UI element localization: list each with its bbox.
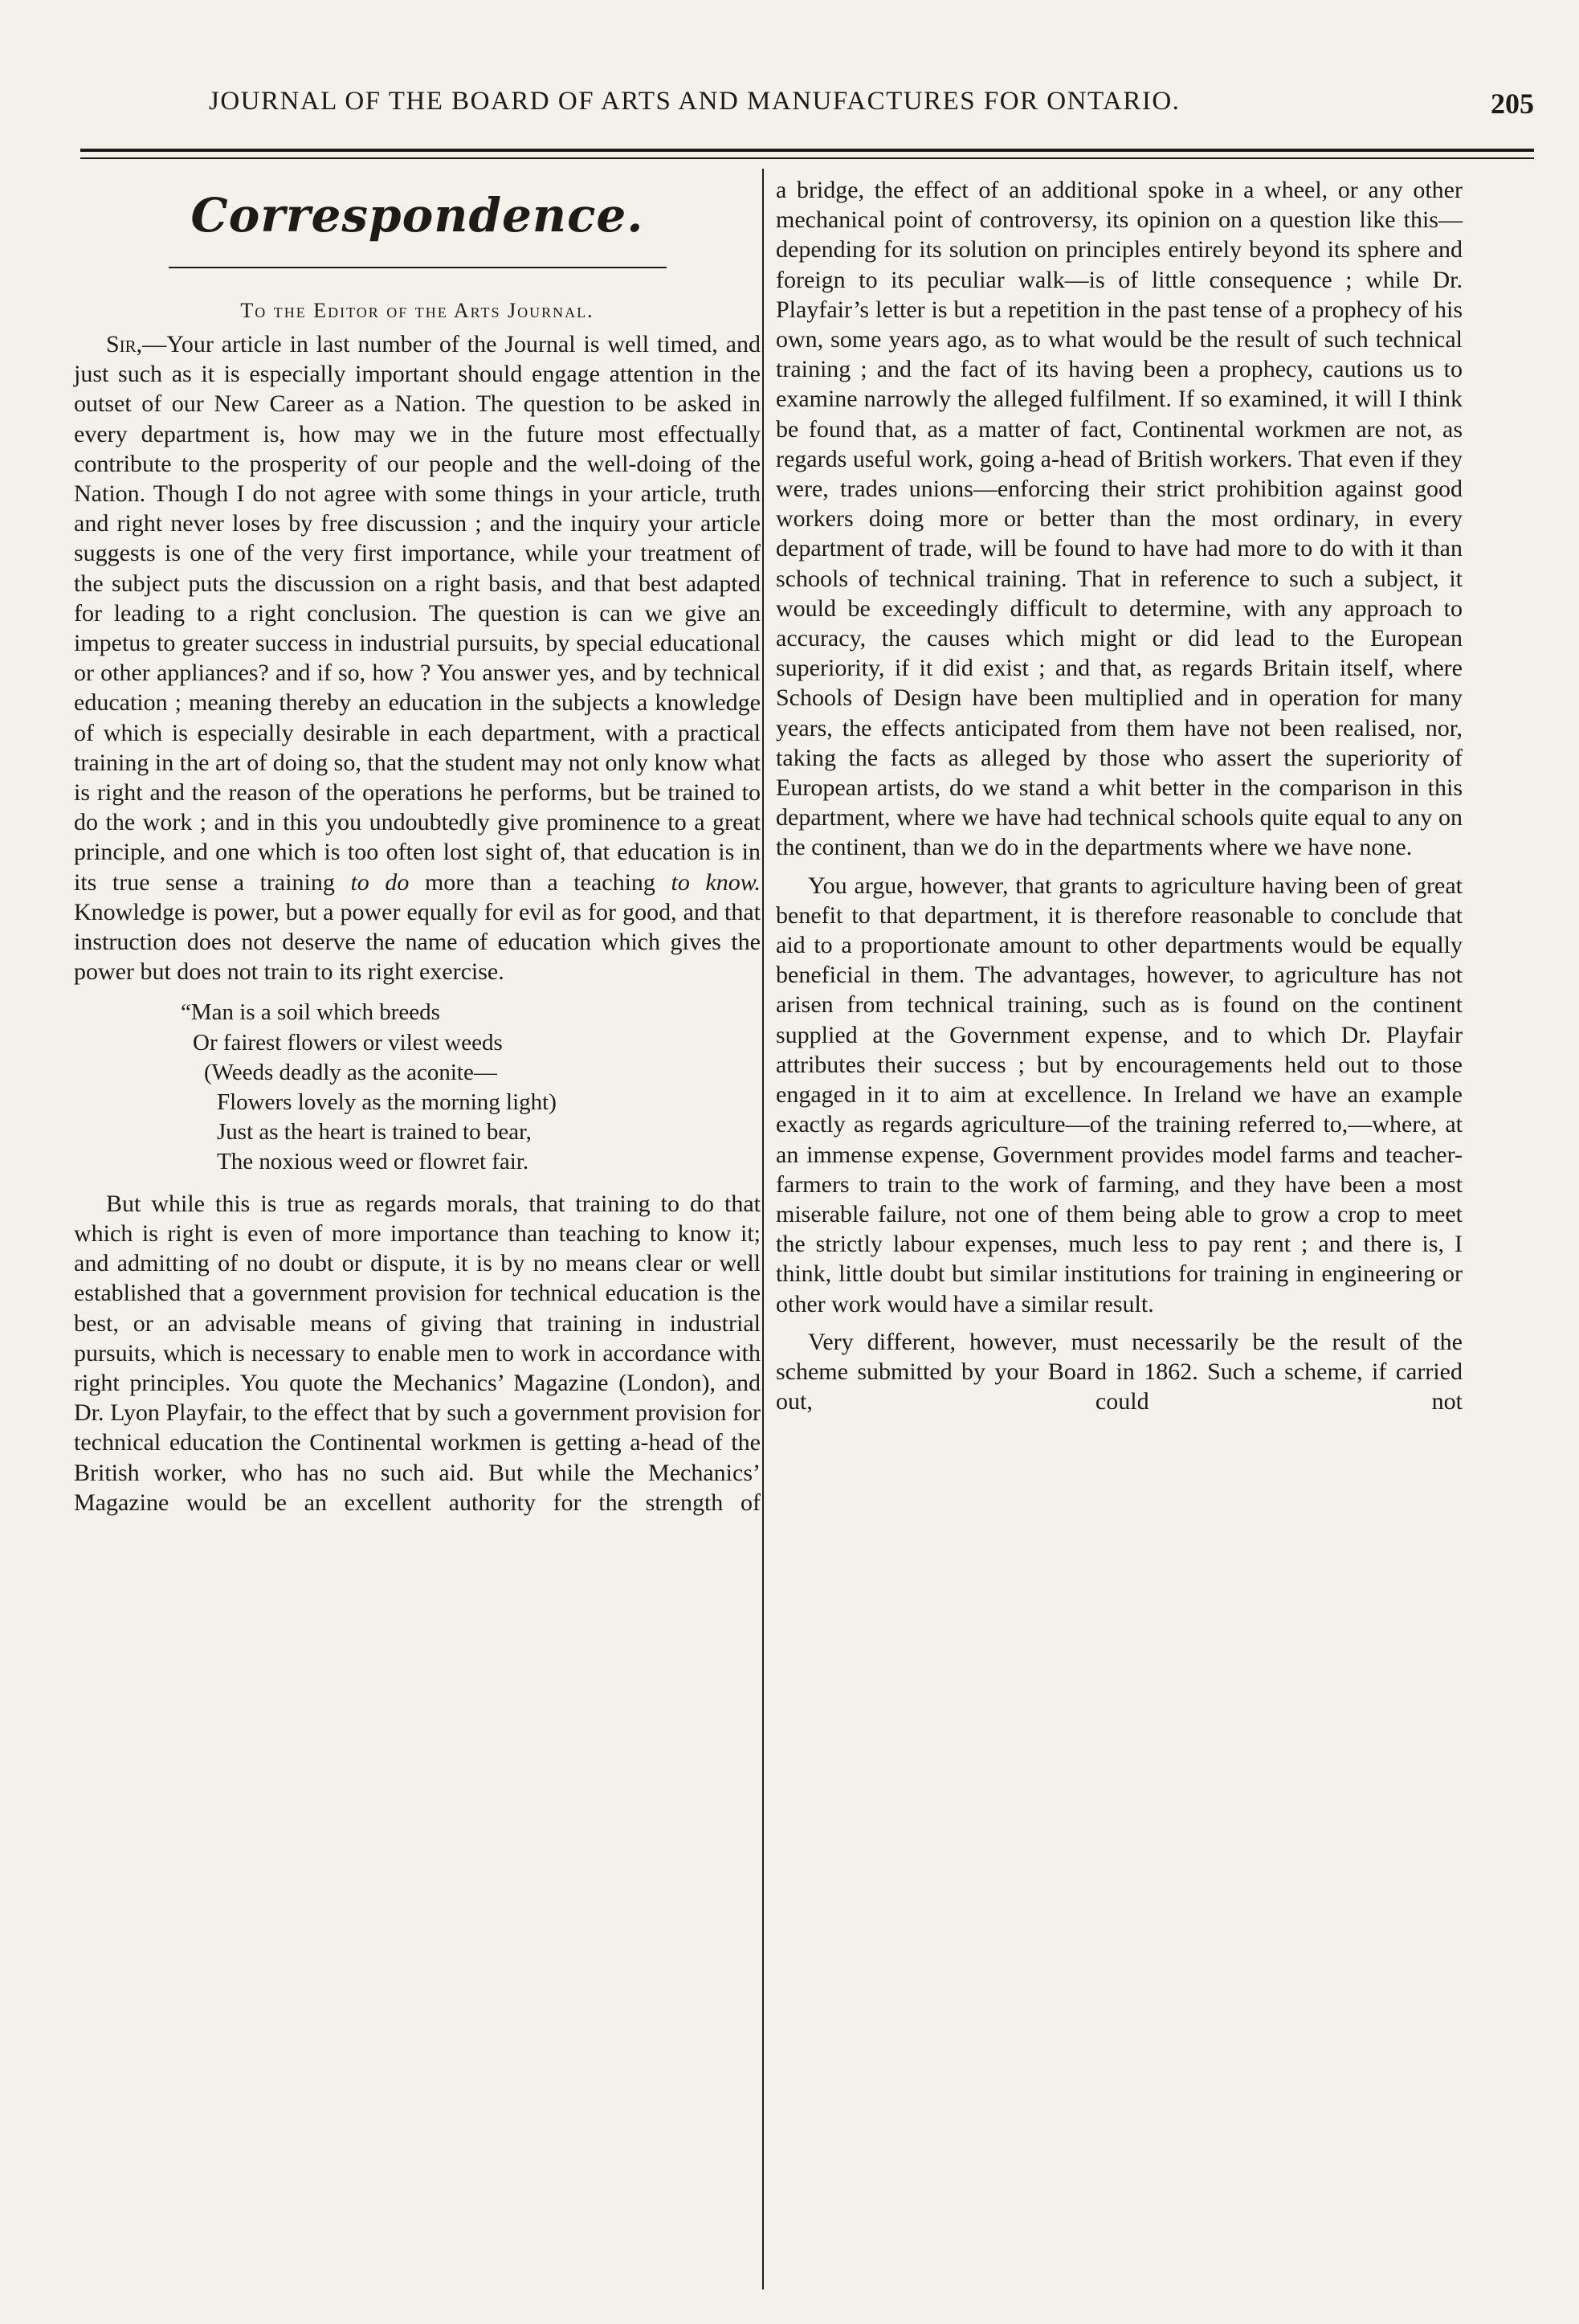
poem-line: The noxious weed or flowret fair.	[217, 1149, 529, 1175]
paragraph-2-continued: a bridge, the effect of an additional spoke in a wheel, or any other mechanical point of controversy, its opinion on a question like this—depending for its solution on principles entirely beyond its sphere and foreign to its peculiar walk—is of little consequence ; while Dr. Playfair’s letter is but a repetition in the past tense of a prophecy of his own, some years ago, as to what would be the result of such technical training ; and the fact of its having been a prophecy, cautions us to examine narrowly the alleged fulfilment. If so examined, it will I think be found that, as a matter of fact, Continental workmen are not, as regards useful work, going a-head of British workers. That even if they were, trades unions—enforcing their strict prohibition against good workers doing more or better than the most ordinary, in every department of trade, will be found to have had more to do with it than schools of technical training. That in reference to such a subject, it would be exceedingly difficult to determine, with any approach to accuracy, the causes which might or did lead to the European superiority, if it did exist ; and that, as regards Britain itself, where Schools of Design have been multiplied and in operation for many years, the effects anticipated from them have not been realised, nor, taking the facts as alleged by those who assert the superiority of European artists, do we stand a whit better in the comparison in this department, where we have had technical schools quite equal to any on the continent, than we do in the departments where we have none.	[776, 177, 1463, 861]
paragraph-1-text-b: more than a teaching	[424, 868, 655, 896]
header-rule-thick	[80, 149, 1534, 152]
paragraph-4: Very different, however, must necessarily be the result of the scheme submitted by your Board in 1862. Such a scheme, if carried out, could not	[776, 1328, 1463, 1415]
poem-line: (Weeds deadly as the aconite—	[204, 1059, 497, 1085]
poem-line: Or fairest flowers or vilest weeds	[193, 1029, 503, 1056]
paragraph-1-text-c: Knowledge is power, but a power equally for evil as for good, and that instruction does not deserve the name of education which gives the power but does not train to its right exercise.	[74, 898, 761, 986]
poem-line: “Man is a soil which breeds	[181, 999, 440, 1026]
paragraph-1	[74, 329, 761, 986]
letter-salutation: To the Editor of the Arts Journal.	[240, 299, 594, 322]
paragraph-1-text-a: —Your article in last number of the Journal is well timed, and just such as it is especially important should engage attention in the outset of our New Career as a Nation. The question to be asked in every department is, how may we in the future most effectually contribute to the prosperity of our people and the well-doing of the Nation. Though I do not agree with some things in your article, truth and right never loses by free discussion ; and the inquiry your article suggests is one of the very first importance, while your treatment of the subject puts the discussion on a right basis, and that best adapted for leading to a right conclusion. The question is can we give an impetus to greater success in industrial pursuits, by special educational or other appliances? and if so, how ? You answer yes, and by technical education ; meaning thereby an education in the subjects a knowledge of which is especially desirable in each department, with a practical training in the art of doing so, that the student may not only know what is right and the reason of the operations he performs, but be trained to do the work ; and in this you undoubtedly give prominence to a great principle, and one which is too often lost sight of, that education is in its true sense a training	[74, 331, 761, 896]
journal-title: JOURNAL OF THE BOARD OF ARTS AND MANUFACTURES FOR ONTARIO.	[209, 87, 1181, 116]
left-column	[74, 175, 761, 1517]
letter-sir: Sir,	[106, 331, 143, 357]
paragraph-1-emphasis-b: to know.	[671, 868, 761, 896]
paragraph-1-emphasis-a: to do	[350, 868, 410, 896]
poem-quote	[74, 998, 761, 1177]
column-divider	[762, 169, 764, 2289]
poem-line: Just as the heart is trained to bear,	[217, 1119, 532, 1146]
right-column	[776, 175, 1463, 1416]
poem-line: Flowers lovely as the morning light)	[217, 1089, 557, 1116]
page-number: 205	[1491, 88, 1534, 120]
header-rule-thin	[80, 157, 1534, 159]
paragraph-3: You argue, however, that grants to agriculture having been of great benefit to that department, it is therefore reasonable to conclude that aid to a proportionate amount to other departments would be equally beneficial in them. The advantages, however, to agriculture has not arisen from technical training, such as is found on the continent supplied at the Government expense, and to which Dr. Playfair attributes their success ; but by encouragements held out to those engaged in it to aim at excellence. In Ireland we have an example exactly as regards agriculture—of the training referred to,—where, at an immense expense, Government provides model farms and teacher-farmers to train to the work of farming, and they have been a most miserable failure, not one of them being able to grow a crop to meet the strictly labour expenses, much less to pay rent ; and there is, I think, little doubt but similar institutions for training in engineering or other work would have a similar result.	[776, 872, 1463, 1317]
heading-rule	[169, 267, 667, 268]
paragraph-2: But while this is true as regards morals, that training to do that which is right is even of more importance than teaching to know it; and admitting of no doubt or dispute, it is by no means clear or well established that a government provision for technical education is the best, or an advisable means of giving that training in industrial pursuits, which is necessary to enable men to work in accordance with right principles. You quote the Mechanics’ Magazine (London), and Dr. Lyon Playfair, to the effect that by such a government provision for technical education the Continental workmen is getting a-head of the British worker, who has no such aid. But while the Mechanics’ Magazine would be an excellent authority for the strength of	[74, 1190, 761, 1516]
running-head	[80, 87, 1534, 135]
section-heading: Correspondence.	[190, 188, 644, 243]
